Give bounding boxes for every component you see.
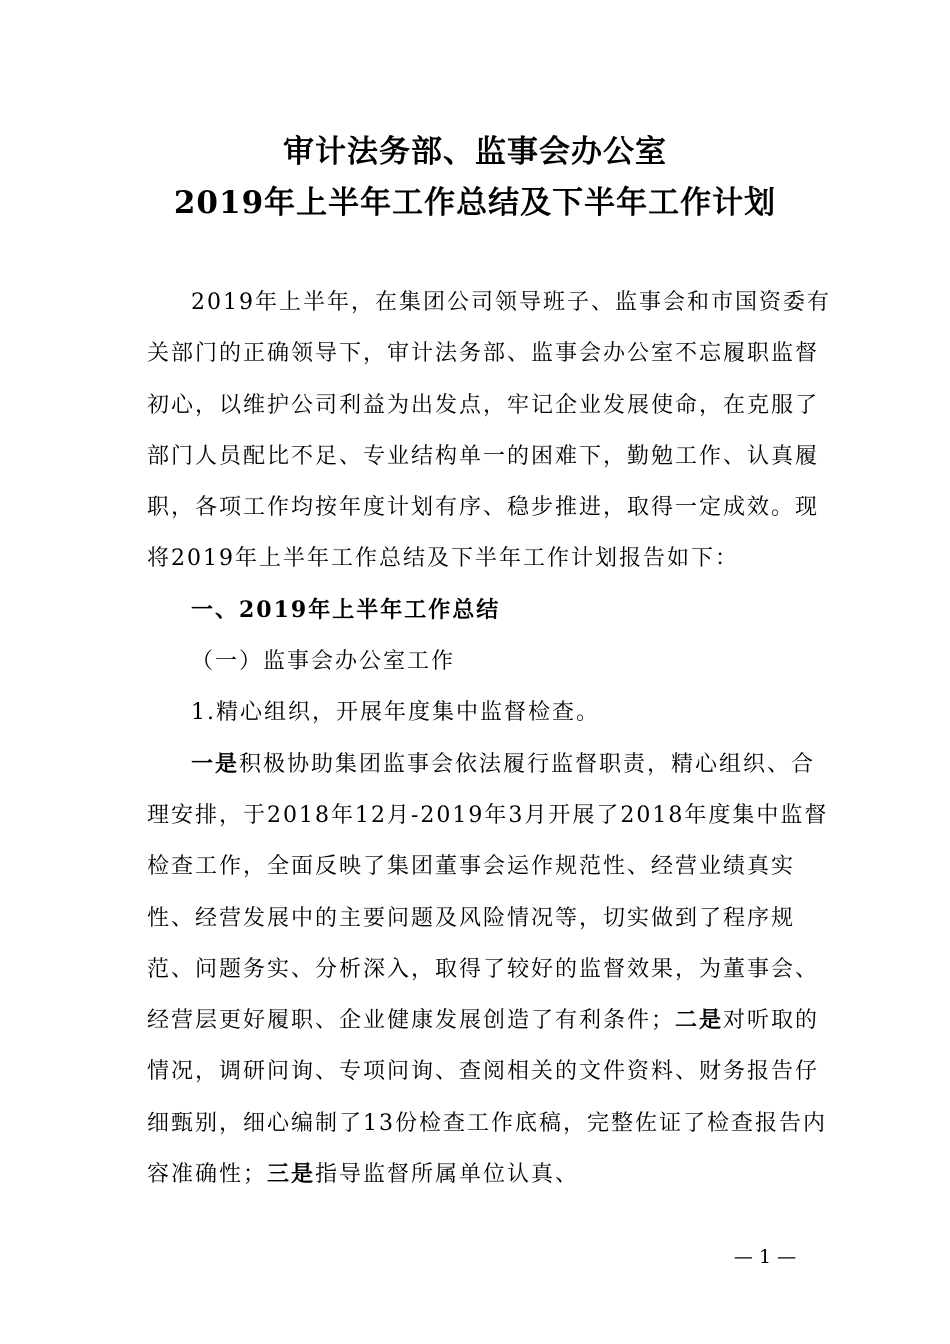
item-text-1: 积极协助集团监事会依法履行监督职责，精心组织、合理安排，于2018年12月-2019年3月开展了2018年度集中监督检查工作，全面反映了集团董事会运作规范性、经营业绩真实性、经营发展中的主要问题及风险情况等，切实做到了程序规范、问题务实、分析深入，取得了较好的监督效果，为董事会、经营层更好履职、企业健康发展创造了有利条件； bbox=[147, 751, 829, 1034]
document-title-line2: 2019年上半年工作总结及下半年工作计划 bbox=[173, 185, 777, 221]
item-text-2: 对听取的情况，调研问询、专项问询、查阅相关的文件资料、财务报告仔细甄别，细心编制了13份检查工作底稿，完整佐证了检查报告内容准确性； bbox=[147, 1008, 827, 1188]
document-body bbox=[147, 277, 837, 1200]
lead-word-1: 一是 bbox=[191, 750, 240, 777]
item-text-3: 指导监督所属单位认真、 bbox=[315, 1162, 580, 1188]
lead-word-2: 二是 bbox=[675, 1007, 724, 1034]
page-number: — 1 — bbox=[733, 1246, 797, 1268]
lead-word-3: 三是 bbox=[267, 1161, 316, 1188]
intro-paragraph: 2019年上半年，在集团公司领导班子、监事会和市国资委有关部门的正确领导下，审计法务部、监事会办公室不忘履职监督初心，以维护公司利益为出发点，牢记企业发展使命，在克服了部门人员配比不足、专业结构单一的困难下，勤勉工作、认真履职，各项工作均按年度计划有序、稳步推进，取得一定成效。现将2019年上半年工作总结及下半年工作计划报告如下： bbox=[147, 290, 831, 572]
item-paragraph bbox=[147, 739, 837, 1201]
section-heading: 一、2019年上半年工作总结 bbox=[191, 596, 501, 623]
item-heading: 1.精心组织，开展年度集中监督检查。 bbox=[191, 700, 600, 726]
subsection-heading: （一）监事会办公室工作 bbox=[191, 649, 456, 675]
document-title-line1: 审计法务部、监事会办公室 bbox=[283, 134, 667, 170]
